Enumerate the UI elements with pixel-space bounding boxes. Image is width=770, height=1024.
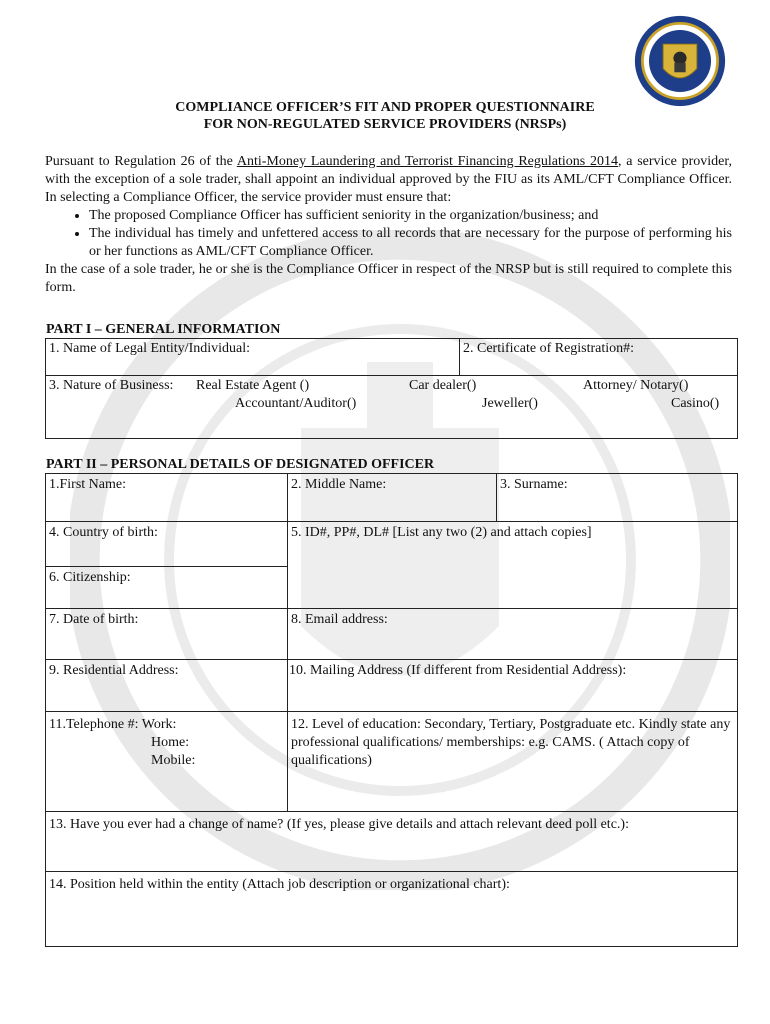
name-change-field[interactable]: 13. Have you ever had a change of name? (If yes, please give details and attach relevant deed poll etc.): — [49, 817, 629, 832]
intro-p1-start: Pursuant to Regulation 26 of the — [45, 154, 237, 169]
intro-p1-end: , a service provider, with the exception of a sole trader, shall appoint an individual approved by the FIU as its AML/CFT Compliance Officer. In selecting a Compliance Officer, the service provider must ensure that: — [45, 154, 732, 205]
option-jeweller[interactable]: Jeweller() — [482, 396, 538, 411]
intro-paragraph-1 — [45, 153, 732, 207]
telephone-mobile-field[interactable]: Mobile: — [151, 753, 196, 768]
nature-of-business-label: 3. Nature of Business: — [49, 378, 174, 393]
email-address-field[interactable]: 8. Email address: — [291, 612, 388, 627]
option-car-dealer[interactable]: Car dealer() — [409, 378, 477, 393]
intro-bullet: • The individual has timely and unfettered access to all records that are necessary for the purpose of performing his or her functions as AML/CFT Compliance Officer. — [89, 225, 732, 261]
intro-bullet: • The proposed Compliance Officer has sufficient seniority in the organization/business; and — [89, 207, 732, 225]
mailing-address-field[interactable]: 10. Mailing Address (If different from Residential Address): — [289, 663, 627, 678]
legal-entity-field[interactable]: 1. Name of Legal Entity/Individual: — [49, 341, 251, 356]
option-attorney-notary[interactable]: Attorney/ Notary() — [583, 378, 689, 393]
form-title-line1: COMPLIANCE OFFICER’S FIT AND PROPER QUESTIONNAIRE — [175, 100, 595, 115]
certificate-registration-field[interactable]: 2. Certificate of Registration#: — [463, 341, 635, 356]
intro-bullet-list — [45, 207, 732, 261]
intro-text — [45, 153, 732, 297]
surname-field[interactable]: 3. Surname: — [500, 477, 568, 492]
position-held-field[interactable]: 14. Position held within the entity (Attach job description or organizational chart): — [49, 877, 510, 892]
fiu-seal-logo — [633, 14, 727, 108]
part1-heading: PART I – GENERAL INFORMATION — [46, 322, 281, 337]
education-field[interactable]: 12. Level of education: Secondary, Tertiary, Postgraduate etc. Kindly state any professional qualifications/ memberships: e.g. CAMS. ( Attach copy of qualifications) — [291, 717, 731, 768]
telephone-work-field[interactable]: 11.Telephone #: Work: — [49, 717, 177, 732]
first-name-field[interactable]: 1.First Name: — [49, 477, 126, 492]
intro-paragraph-2: In the case of a sole trader, he or she is the Compliance Officer in respect of the NRSP but is still required to complete this form. — [45, 262, 732, 295]
form-title-line2: FOR NON-REGULATED SERVICE PROVIDERS (NRSPs) — [203, 117, 567, 132]
regulation-link: Anti-Money Laundering and Terrorist Financing Regulations 2014 — [236, 154, 618, 169]
option-real-estate[interactable]: Real Estate Agent () — [196, 378, 310, 393]
citizenship-field[interactable]: 6. Citizenship: — [49, 570, 131, 585]
country-of-birth-field[interactable]: 4. Country of birth: — [49, 525, 158, 540]
telephone-home-field[interactable]: Home: — [151, 735, 190, 750]
id-documents-field[interactable]: 5. ID#, PP#, DL# [List any two (2) and attach copies] — [291, 525, 592, 540]
part2-heading: PART II – PERSONAL DETAILS OF DESIGNATED OFFICER — [46, 457, 435, 472]
residential-address-field[interactable]: 9. Residential Address: — [49, 663, 179, 678]
date-of-birth-field[interactable]: 7. Date of birth: — [49, 612, 139, 627]
middle-name-field[interactable]: 2. Middle Name: — [291, 477, 387, 492]
option-accountant-auditor[interactable]: Accountant/Auditor() — [235, 396, 357, 411]
option-casino[interactable]: Casino() — [671, 396, 720, 411]
